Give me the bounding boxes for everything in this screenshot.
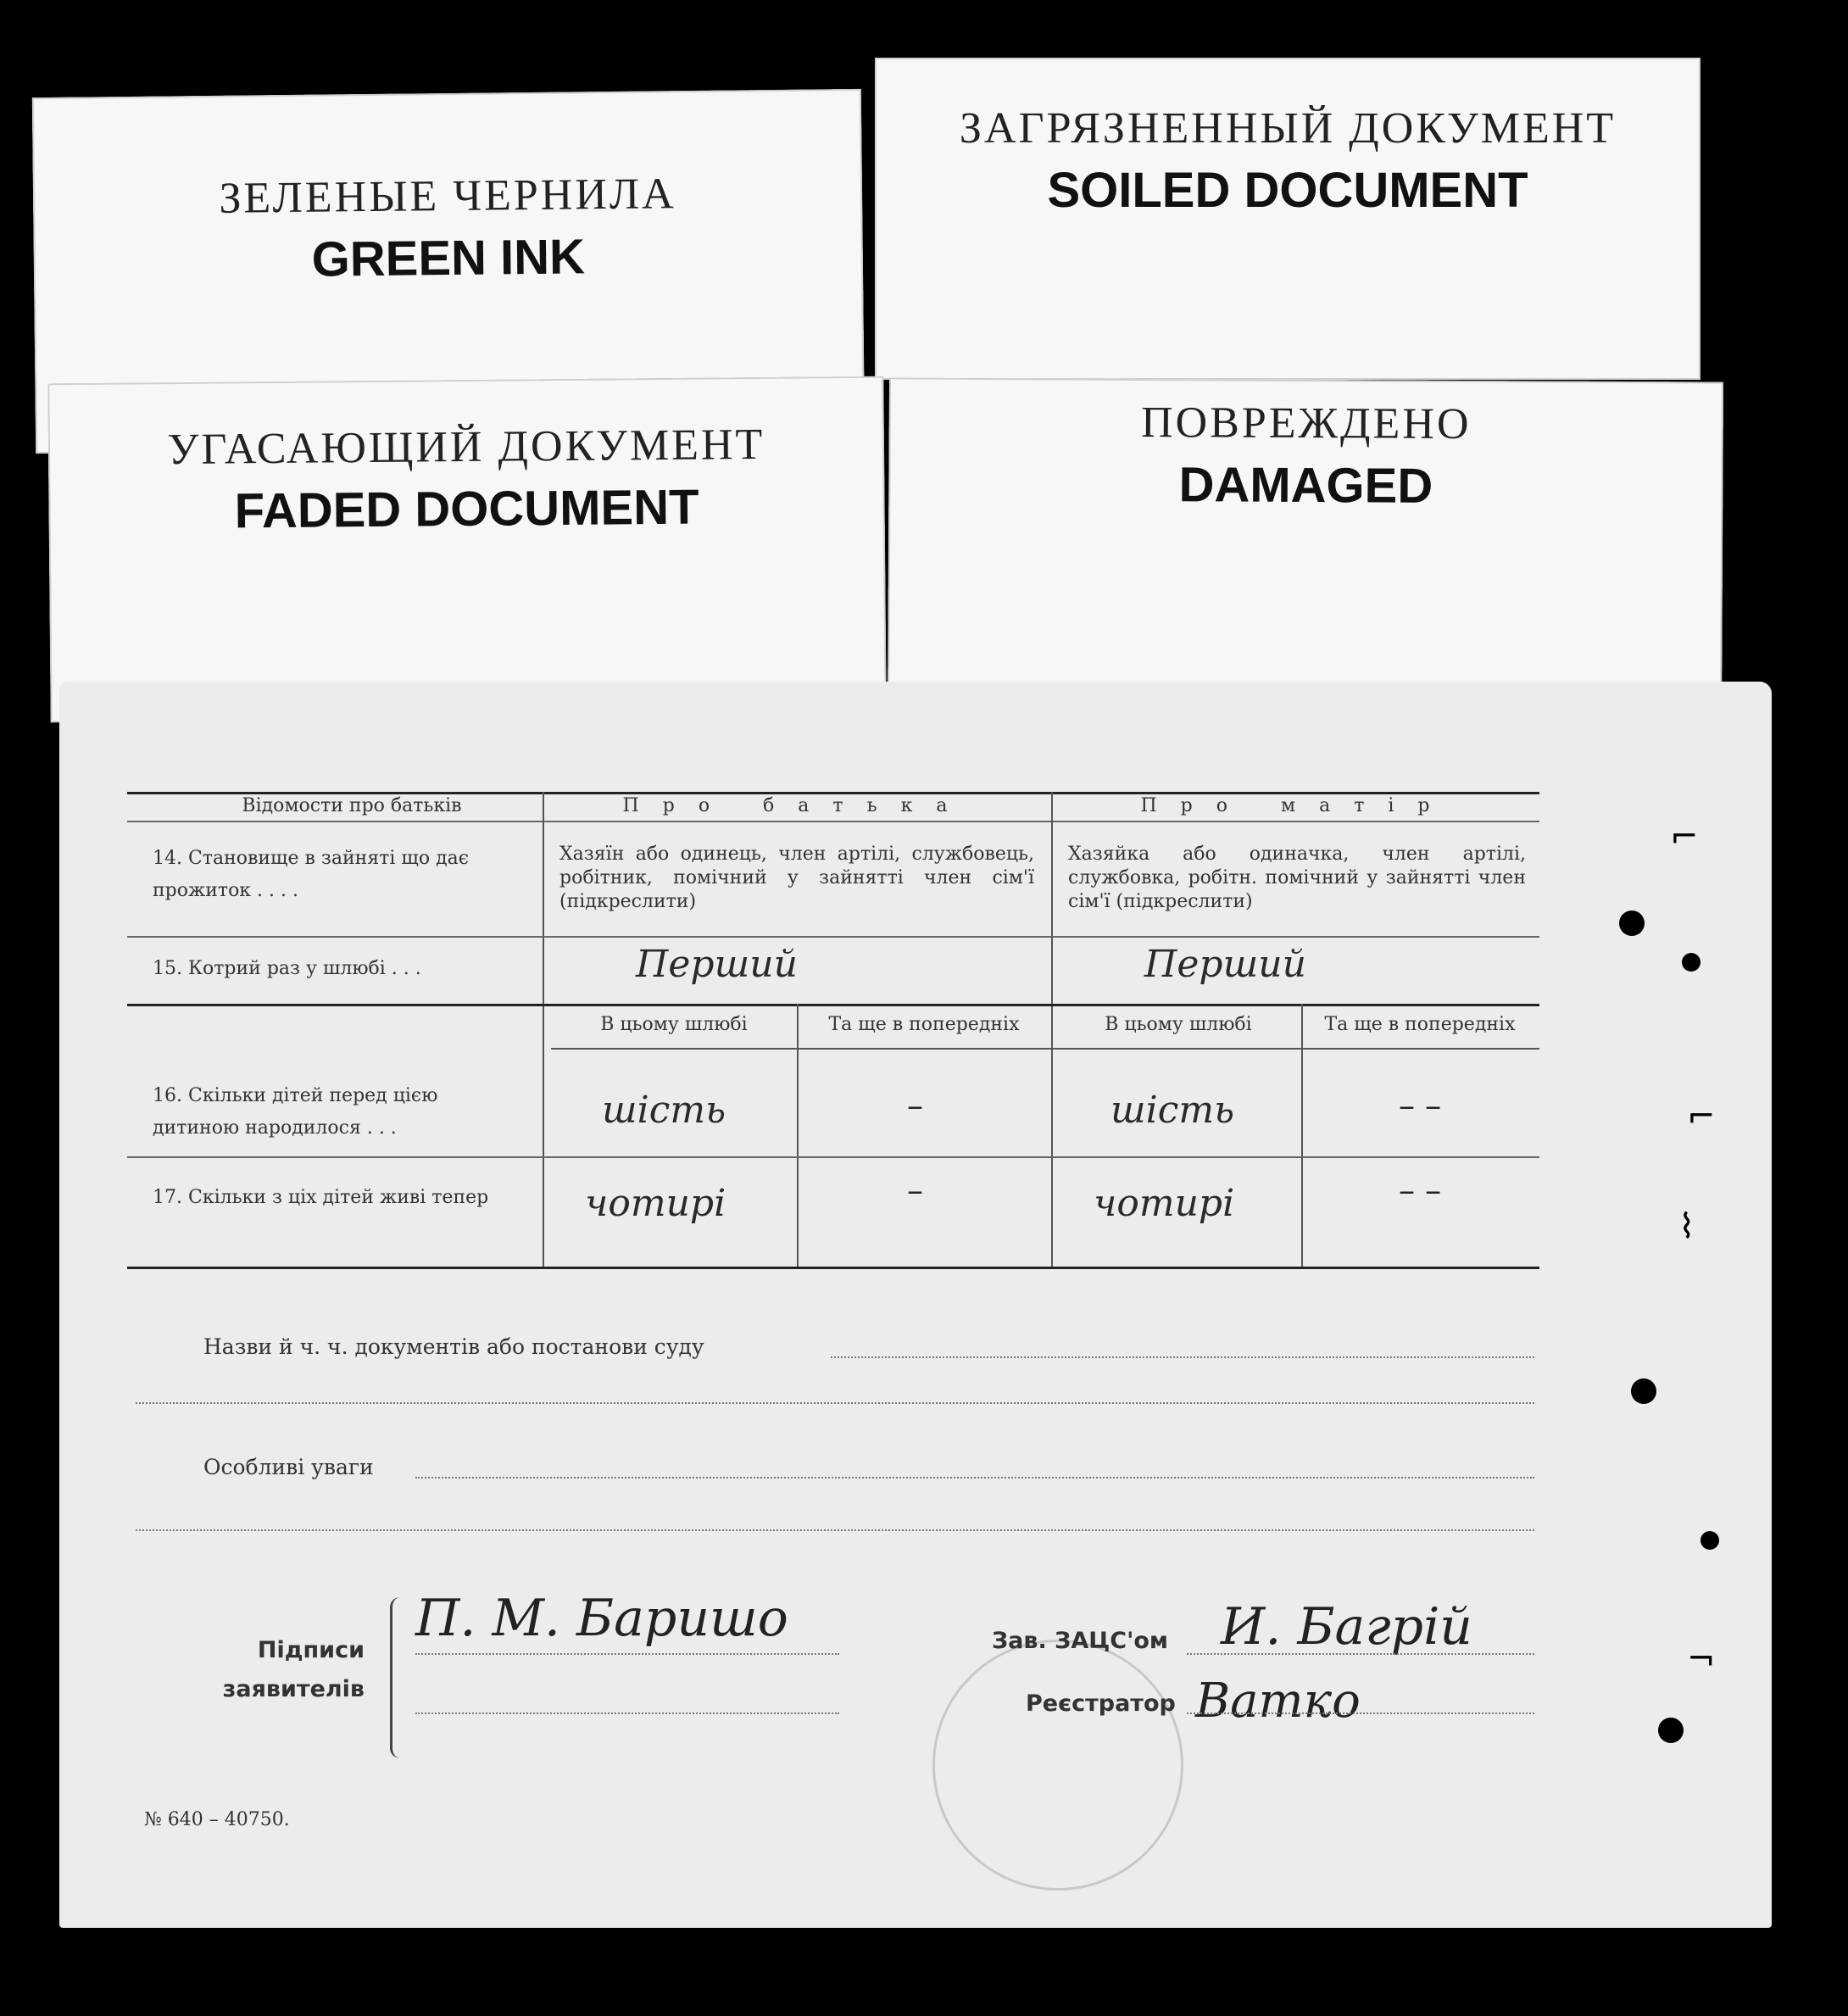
form-number: № 640 – 40750. (144, 1809, 290, 1830)
binding-hole (1631, 1378, 1656, 1404)
head-label: Зав. ЗАЦС'ом (992, 1628, 1168, 1654)
row17-father-prev: – (907, 1172, 923, 1209)
registrar-signature: Ватко (1195, 1674, 1361, 1729)
card-label-ru: УГАСАЮЩИЙ ДОКУМЕНТ (167, 420, 765, 475)
tear-mark: ⌐ (1670, 817, 1699, 856)
row15-label: 15. Котрий раз у шлюбі . . . (153, 958, 421, 979)
binding-hole (1682, 953, 1700, 972)
row16-mother-prev: – – (1399, 1087, 1442, 1124)
applicant-signature: П. М. Баришо (415, 1589, 788, 1648)
signatures-label-line1: Підписи (257, 1637, 365, 1663)
header-info: Відомости про батьків (242, 795, 462, 816)
row16-label: 16. Скільки дітей перед цією дитиною народилося . . . (153, 1085, 438, 1139)
signatures-label (220, 1631, 365, 1709)
binding-hole (1700, 1531, 1719, 1550)
official-stamp (932, 1640, 1183, 1891)
subheader-mother-this: В цьому шлюбі (1105, 1014, 1252, 1035)
row15-father: Перший (636, 943, 798, 986)
registry-form-sheet (59, 682, 1772, 1928)
row14-mother: Хазяйка або одиначка, член артілі, службовка, робітн. помічний у зайнятті член сім'ї (підкреслити) (1068, 844, 1526, 912)
registrar-label: Реєстратор (1026, 1690, 1176, 1717)
tear-mark: ⌐ (1687, 1097, 1716, 1136)
row17-mother-this: чотирі (1094, 1182, 1235, 1225)
row16-father-this: шість (602, 1089, 726, 1132)
row17-mother-prev: – – (1399, 1172, 1442, 1209)
card-label-ru: ЗЕЛЕНЫЕ ЧЕРНИЛА (219, 170, 676, 223)
faded-document-card (47, 376, 886, 723)
card-label-en: GREEN INK (311, 229, 586, 287)
subheader-mother-prev: Та ще в попередніх (1324, 1014, 1516, 1035)
head-signature: И. Багрій (1221, 1597, 1472, 1657)
tear-mark: ¬ (1687, 1640, 1716, 1679)
row16-father-prev: – (907, 1087, 923, 1124)
row15-mother: Перший (1144, 943, 1306, 986)
subheader-father-prev: Та ще в попередніх (828, 1014, 1020, 1035)
card-label-ru: ПОВРЕЖДЕНО (1140, 398, 1472, 449)
row17-label: 17. Скільки з ціх дітей живі тепер (153, 1187, 489, 1208)
binding-hole (1658, 1718, 1684, 1743)
row14-father: Хазяїн або одинець, член артілі, службовець, робітник, помічний у зайнятті член сім'ї (підкреслити) (559, 844, 1034, 912)
card-label-ru: ЗАГРЯЗНЕННЫЙ ДОКУМЕНТ (959, 104, 1617, 153)
soiled-document-card (875, 58, 1700, 380)
header-father: Про батька (622, 795, 971, 816)
card-label-en: FADED DOCUMENT (234, 479, 699, 539)
documents-label: Назви й ч. ч. документів або постанови суду (203, 1334, 704, 1359)
card-label-en: SOILED DOCUMENT (1047, 163, 1528, 218)
subheader-father-this: В цьому шлюбі (600, 1014, 748, 1035)
header-mother: Про матір (1140, 795, 1454, 816)
tear-mark: ⌇ (1678, 1207, 1695, 1246)
signatures-label-line2: заявителів (222, 1676, 365, 1702)
row17-father-this: чотирі (585, 1182, 726, 1225)
remarks-label: Особливі уваги (203, 1455, 374, 1479)
binding-hole (1619, 911, 1645, 936)
card-label-en: DAMAGED (1178, 457, 1433, 514)
row16-mother-this: шість (1110, 1089, 1235, 1132)
damaged-card (888, 377, 1723, 721)
row14-label: 14. Становище в зайняті що дає прожиток . . . . (153, 848, 470, 901)
